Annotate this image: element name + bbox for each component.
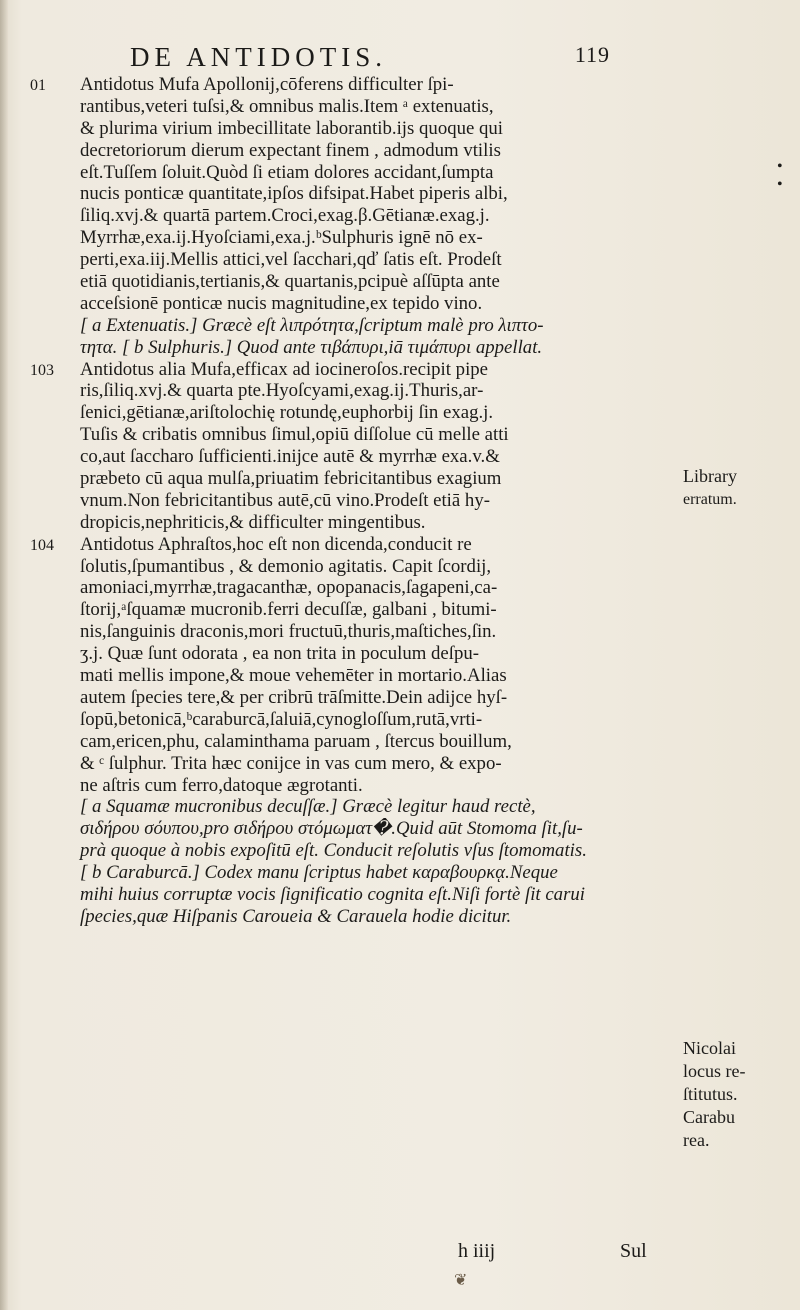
line-text: & ᶜ ſulphur. Trita hæc conijce in vas cum mero, & expo- bbox=[80, 752, 502, 774]
text-line bbox=[30, 709, 680, 731]
line-text: mihi huius corruptæ vocis ſignificatio cognita eſt.Niſi fortè ſit carui bbox=[80, 883, 585, 905]
text-line bbox=[30, 359, 680, 381]
text-line bbox=[30, 753, 680, 775]
text-line bbox=[30, 293, 680, 315]
line-text: [ a Squamæ mucronibus decuſſæ.] Græcè legitur haud rectè, bbox=[80, 796, 536, 818]
text-line bbox=[30, 74, 680, 96]
line-text: vnum.Non febricitantibus autē,cū vino.Prodeſt etiā hy- bbox=[80, 489, 490, 511]
page-edge bbox=[0, 0, 8, 1310]
footnote-line bbox=[30, 796, 680, 818]
line-text: ſenici,gētianæ,ariſtolochię rotundę,euphorbij ſin exag.j. bbox=[80, 402, 494, 424]
line-text: Myrrhæ,exa.ij.Hyoſciami,exa.j.ᵇSulphuris ignē nō ex- bbox=[80, 227, 483, 249]
line-text: nis,ſanguinis draconis,mori fructuū,thuris,maſtiches,ſin. bbox=[80, 621, 497, 643]
margin-note: locus re- bbox=[683, 1061, 746, 1081]
line-text: mati mellis impone,& moue vehemēter in mortario.Alias bbox=[80, 665, 507, 687]
text-line bbox=[30, 490, 680, 512]
body-text bbox=[30, 74, 680, 928]
text-line bbox=[30, 534, 680, 556]
text-line bbox=[30, 512, 680, 534]
text-line bbox=[30, 402, 680, 424]
line-text: ſopū,betonicā,ᵇcaraburcā,ſaluiā,cynogloſſum,rutā,vrti- bbox=[80, 708, 483, 730]
line-text: dropicis,nephriticis,& difficulter mingentibus. bbox=[80, 511, 426, 533]
text-line bbox=[30, 424, 680, 446]
signature-mark: h iiij bbox=[458, 1240, 496, 1262]
text-line bbox=[30, 249, 680, 271]
line-text: ſpecies,quæ Hiſpanis Caroueia & Carauela hodie dicitur. bbox=[80, 905, 512, 927]
line-text: ſolutis,ſpumantibus , & demonio agitatis. Capit ſcordij, bbox=[80, 555, 492, 577]
line-text: perti,exa.iij.Mellis attici,vel ſacchari,qď ſatis eſt. Prodeſt bbox=[80, 249, 502, 271]
paragraph-number: 104 bbox=[30, 536, 54, 554]
text-line bbox=[30, 183, 680, 205]
line-text: cam,ericen,phu, calaminthama paruam , ſtercus bouillum, bbox=[80, 730, 512, 752]
text-line bbox=[30, 621, 680, 643]
margin-note: Nicolai bbox=[683, 1038, 736, 1058]
line-text: ſtorij,ᵃſquamæ mucronib.ferri decuſſæ, galbani , bitumi- bbox=[80, 599, 497, 621]
line-text: Antidotus Mufa Apollonij,cōferens difficulter ſpi- bbox=[80, 74, 454, 95]
footnote-line bbox=[30, 906, 680, 928]
text-line bbox=[30, 687, 680, 709]
line-text: decretoriorum dierum expectant finem , admodum vtilis bbox=[80, 139, 501, 161]
text-line bbox=[30, 118, 680, 140]
text-line bbox=[30, 556, 680, 578]
text-line bbox=[30, 140, 680, 162]
page-number: 119 bbox=[574, 42, 610, 67]
line-text: acceſsionē ponticæ nucis magnitudine,ex tepido vino. bbox=[80, 292, 483, 314]
line-text: Antidotus Aphraſtos,hoc eſt non dicenda,conducit re bbox=[80, 533, 472, 555]
line-text: rantibus,veteri tuſsi,& omnibus malis.Item ᵃ extenuatis, bbox=[80, 95, 494, 117]
catchword: Sul bbox=[620, 1240, 647, 1262]
running-title: DE ANTIDOTIS. bbox=[130, 42, 387, 72]
margin-note: rea. bbox=[683, 1130, 710, 1150]
line-text: nucis ponticæ quantitate,ipſos difsipat.Habet piperis albi, bbox=[80, 183, 508, 205]
text-line bbox=[30, 577, 680, 599]
margin-note: ſtitutus. bbox=[683, 1084, 738, 1104]
text-line bbox=[30, 665, 680, 687]
paragraph-number: 01 bbox=[30, 77, 46, 94]
text-line bbox=[30, 643, 680, 665]
line-text: ʒ.j. Quæ ſunt odorata , ea non trita in poculum deſpu- bbox=[80, 643, 480, 665]
text-line bbox=[30, 380, 680, 402]
footnote-line bbox=[30, 840, 680, 862]
footnote-line bbox=[30, 315, 680, 337]
line-text: & plurima virium imbecillitate laborantib.ijs quoque qui bbox=[80, 117, 504, 139]
line-text: τητα. [ b Sulphuris.] Quod ante τιβάπυρι,iā τιμάπυρι appellat. bbox=[80, 336, 543, 358]
line-text: præbeto cū aqua mulſa,priuatim febricitantibus exagium bbox=[80, 468, 502, 490]
line-text: eſt.Tuſſem ſoluit.Quòd ſi etiam dolores accidant,ſumpta bbox=[80, 161, 494, 183]
line-text: Tuſis & cribatis omnibus ſimul,opiū diſſolue cū melle atti bbox=[80, 424, 509, 446]
text-line bbox=[30, 271, 680, 293]
margin-note: Carabu bbox=[683, 1107, 735, 1127]
margin-dots: • • bbox=[777, 158, 789, 193]
line-text: etiā quotidianis,tertianis,& quartanis,pcipuè aſſūpta ante bbox=[80, 271, 500, 293]
line-text: [ b Caraburcā.] Codex manu ſcriptus habet καραβουρκᾳ.Neque bbox=[80, 862, 558, 884]
margin-note: erratum. bbox=[683, 491, 737, 508]
text-line bbox=[30, 446, 680, 468]
margin-notes bbox=[675, 0, 795, 1310]
footnote-line bbox=[30, 337, 680, 359]
text-line bbox=[30, 599, 680, 621]
text-line bbox=[30, 731, 680, 753]
line-text: ſiliq.xvj.& quartā partem.Croci,exag.β.Gētianæ.exag.j. bbox=[80, 205, 490, 227]
text-line bbox=[30, 205, 680, 227]
margin-note: Library bbox=[683, 466, 737, 486]
line-text: amoniaci,myrrhæ,tragacanthæ, opopanacis,ſagapeni,ca- bbox=[80, 577, 498, 599]
line-text: [ a Extenuatis.] Græcè eſt λιπρότητα,ſcriptum malè pro λιπτο- bbox=[80, 314, 544, 336]
line-text: autem ſpecies tere,& per cribrū trāſmitte.Dein adijce hyſ- bbox=[80, 686, 508, 708]
paragraph-number: 103 bbox=[30, 361, 54, 379]
footnote-line bbox=[30, 818, 680, 840]
text-line bbox=[30, 227, 680, 249]
line-text: ris,ſiliq.xvj.& quarta pte.Hyoſcyami,exag.ij.Thuris,ar- bbox=[80, 380, 484, 402]
line-text: ne aſtris cum ferro,datoque ægrotanti. bbox=[80, 774, 363, 796]
text-line bbox=[30, 96, 680, 118]
line-text: σιδήρου σόυπου,pro σιδήρου στόμωματ�.Quid aūt Stomoma ſit,ſu- bbox=[80, 818, 583, 840]
line-text: Antidotus alia Mufa,efficax ad iocineroſos.recipit pipe bbox=[80, 358, 489, 380]
text-line bbox=[30, 162, 680, 184]
footnote-line bbox=[30, 862, 680, 884]
footnote-line bbox=[30, 884, 680, 906]
line-text: co,aut ſaccharo ſufficienti.inijce autē & myrrhæ exa.v.& bbox=[80, 446, 500, 468]
text-line bbox=[30, 775, 680, 797]
line-text: prà quoque à nobis expoſitū eſt. Conducit reſolutis vſus ſtomomatis. bbox=[80, 840, 587, 862]
ornament-icon: ❦ bbox=[454, 1272, 468, 1289]
page-footer bbox=[400, 1240, 800, 1268]
text-line bbox=[30, 468, 680, 490]
